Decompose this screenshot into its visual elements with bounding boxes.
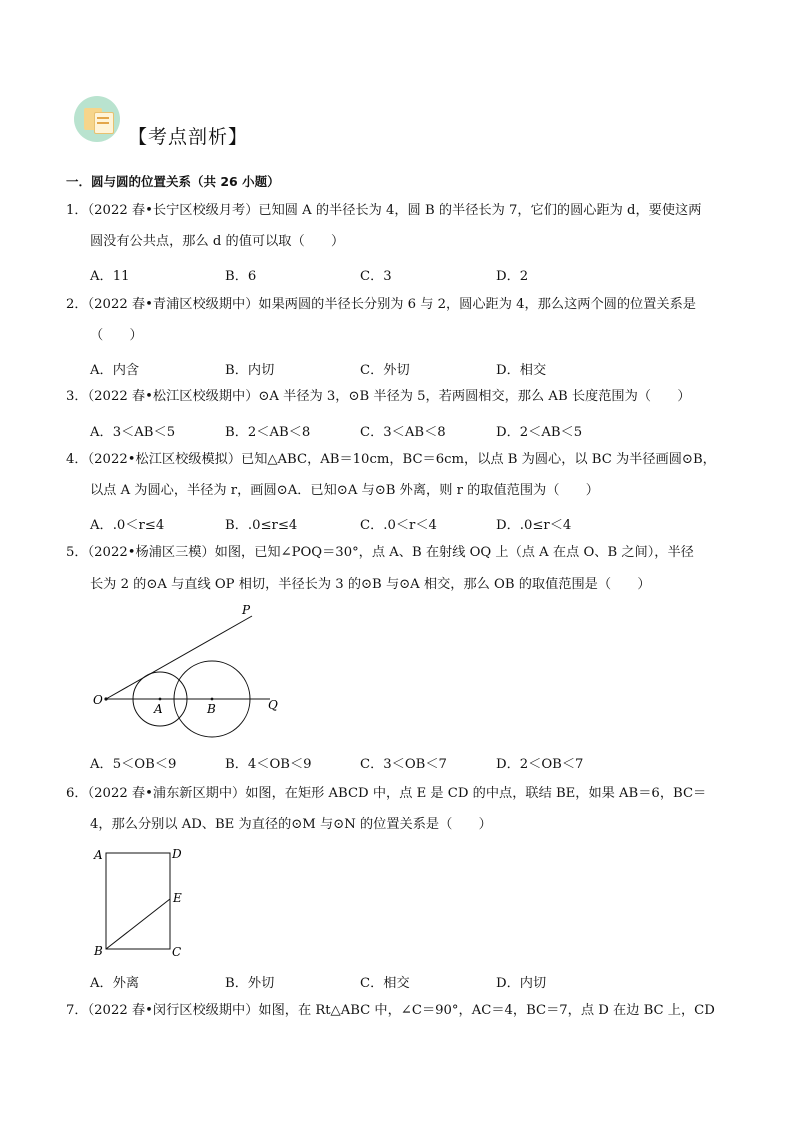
point-o — [104, 697, 107, 700]
point-b — [211, 698, 214, 701]
option-d: D．相交 — [496, 363, 547, 378]
label-p: P — [242, 603, 251, 617]
option-a: A．.0＜r≤4 — [90, 518, 165, 533]
option-c: C．3 — [360, 269, 392, 284]
question-5-line-2: 长为 2 的⊙A 与直线 OP 相切，半径长为 3 的⊙B 与⊙A 相交，那么 OB 的取值范围是（ ） — [90, 577, 651, 592]
label-b: B — [94, 944, 103, 958]
question-3-line-1: 3．（2022 春•松江区校级期中）⊙A 半径为 3，⊙B 半径为 5，若两圆相交，那么 AB 长度范围为（ ） — [66, 389, 691, 404]
ray-op — [106, 616, 252, 699]
option-a: A．11 — [90, 269, 130, 284]
option-a: A．外离 — [90, 976, 140, 991]
option-b: B．.0≤r≤4 — [225, 518, 298, 533]
option-d: D．2＜OB＜7 — [496, 757, 584, 772]
option-a: A．5＜OB＜9 — [90, 757, 177, 772]
question-2-line-1: 2．（2022 春•青浦区校级期中）如果两圆的半径长分别为 6 与 2，圆心距为 4，那么这两个圆的位置关系是 — [66, 297, 696, 312]
question-6-line-1: 6．（2022 春•浦东新区期中）如图，在矩形 ABCD 中，点 E 是 CD 的中点，联结 BE，如果 AB＝6，BC＝ — [66, 786, 707, 801]
question-1-line-1: 1．（2022 春•长宁区校级月考）已知圆 A 的半径长为 4，圆 B 的半径长为 7，它们的圆心距为 d，要使这两 — [66, 203, 702, 218]
option-a: A．内含 — [90, 363, 140, 378]
page-title: 【考点剖析】 — [128, 126, 249, 148]
option-d: D．2 — [496, 269, 529, 284]
label-e: E — [173, 891, 182, 905]
option-a: A．3＜AB＜5 — [90, 425, 176, 440]
option-c: C．外切 — [360, 363, 410, 378]
question-4-line-2: 以点 A 为圆心，半径为 r，画圆⊙A．已知⊙A 与⊙B 外离，则 r 的取值范围为（ ） — [90, 483, 599, 498]
question-6-figure — [86, 840, 206, 965]
option-b: B．6 — [225, 269, 257, 284]
point-a — [159, 698, 162, 701]
question-2-line-2: （ ） — [90, 328, 143, 343]
notebook-icon — [74, 96, 120, 142]
label-c: C — [172, 945, 182, 959]
option-c: C．3＜AB＜8 — [360, 425, 446, 440]
label-a: A — [94, 848, 103, 862]
option-d: D．内切 — [496, 976, 547, 991]
option-d: D．.0≤r＜4 — [496, 518, 572, 533]
option-b: B．4＜OB＜9 — [225, 757, 312, 772]
label-q: Q — [268, 698, 278, 712]
section-title: 一．圆与圆的位置关系（共 26 小题） — [66, 174, 280, 189]
question-1-line-2: 圆没有公共点，那么 d 的值可以取（ ） — [90, 234, 345, 249]
rectangle-abcd — [106, 853, 170, 949]
option-b: B．外切 — [225, 976, 275, 991]
label-a: A — [154, 702, 163, 716]
question-7-line-1: 7．（2022 春•闵行区校级期中）如图，在 Rt△ABC 中，∠C＝90°，AC＝4，BC＝7，点 D 在边 BC 上，CD — [66, 1003, 715, 1018]
label-o: O — [93, 693, 103, 707]
segment-be — [106, 899, 170, 949]
question-5-figure — [80, 600, 300, 745]
question-4-line-1: 4．（2022•松江区校级模拟）已知△ABC，AB＝10cm，BC＝6cm，以点 B 为圆心，以 BC 为半径画圆⊙B， — [66, 452, 716, 467]
question-6-line-2: 4，那么分别以 AD、BE 为直径的⊙M 与⊙N 的位置关系是（ ） — [90, 817, 492, 832]
option-c: C．.0＜r＜4 — [360, 518, 437, 533]
option-b: B．2＜AB＜8 — [225, 425, 311, 440]
label-b: B — [207, 702, 216, 716]
option-b: B．内切 — [225, 363, 275, 378]
option-d: D．2＜AB＜5 — [496, 425, 583, 440]
option-c: C．相交 — [360, 976, 410, 991]
option-c: C．3＜OB＜7 — [360, 757, 447, 772]
question-5-line-1: 5．（2022•杨浦区三模）如图，已知∠POQ＝30°，点 A、B 在射线 OQ 上（点 A 在点 O、B 之间），半径 — [66, 545, 694, 560]
label-d: D — [172, 847, 182, 861]
